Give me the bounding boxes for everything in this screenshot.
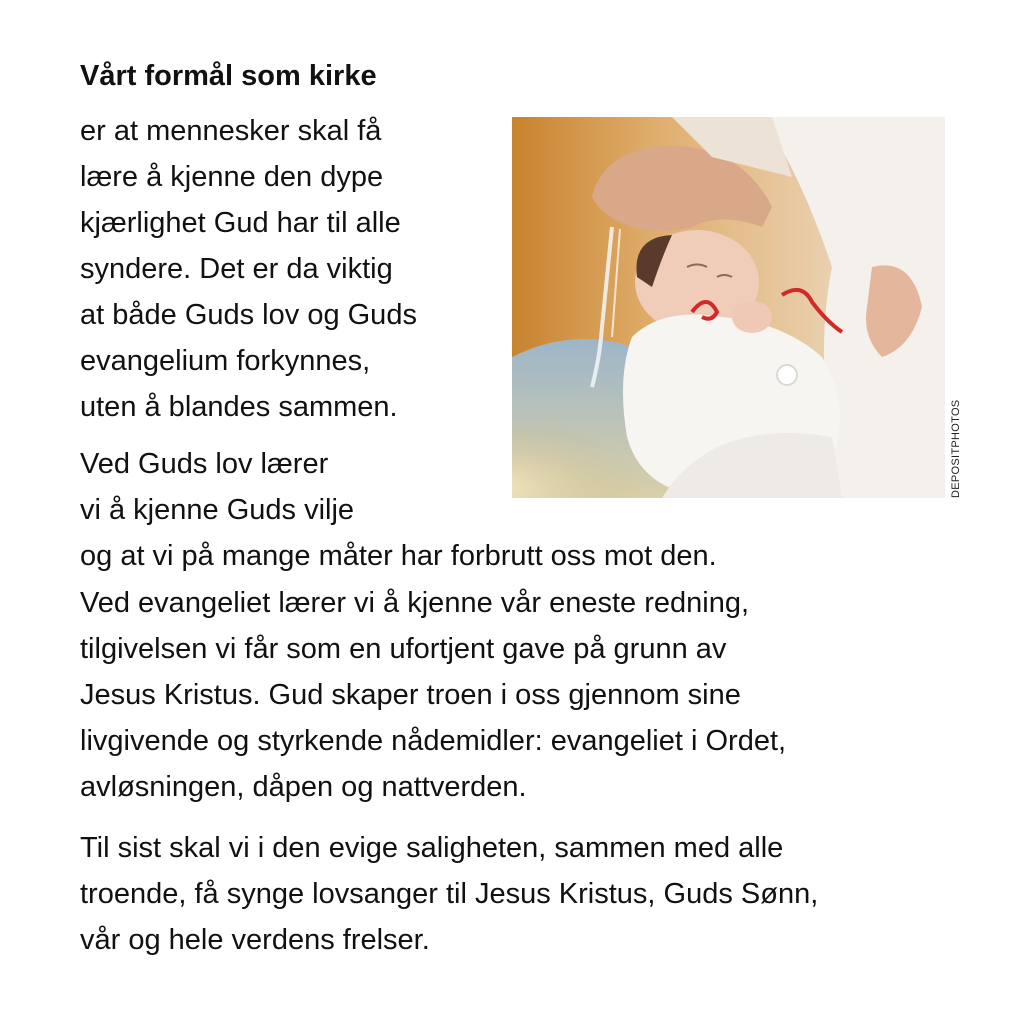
paragraph2-line: Jesus Kristus. Gud skaper troen i oss gjennom sine xyxy=(80,679,741,711)
paragraph3-line: troende, få synge lovsanger til Jesus Kristus, Guds Sønn, xyxy=(80,878,819,910)
paragraph2-line: og at vi på mange måter har forbrutt oss mot den. xyxy=(80,540,717,572)
paragraph2-line: vi å kjenne Guds vilje xyxy=(80,494,355,526)
paragraph1-line: evangelium forkynnes, xyxy=(80,345,371,377)
photo-credit: DEPOSITPHOTOS xyxy=(950,399,962,498)
paragraph1-line: uten å blandes sammen. xyxy=(80,391,398,423)
baptism-photo xyxy=(512,117,945,498)
paragraph3-line: vår og hele verdens frelser. xyxy=(80,924,430,956)
paragraph2-line: tilgivelsen vi får som en ufortjent gave på grunn av xyxy=(80,633,727,665)
paragraph2-line: Ved evangeliet lærer vi å kjenne vår eneste redning, xyxy=(80,587,750,619)
paragraph2-line: Ved Guds lov lærer xyxy=(80,448,329,480)
paragraph1-line: kjærlighet Gud har til alle xyxy=(80,207,401,239)
paragraph1-line: er at mennesker skal få xyxy=(80,115,382,147)
paragraph1-line: at både Guds lov og Guds xyxy=(80,299,417,331)
paragraph2-line: avløsningen, dåpen og nattverden. xyxy=(80,771,527,803)
paragraph2-line: livgivende og styrkende nådemidler: evangeliet i Ordet, xyxy=(80,725,787,757)
page-title: Vårt formål som kirke xyxy=(80,60,377,92)
paragraph3-line: Til sist skal vi i den evige saligheten, sammen med alle xyxy=(80,832,784,864)
paragraph1-line: syndere. Det er da viktig xyxy=(80,253,393,285)
paragraph1-line: lære å kjenne den dype xyxy=(80,161,384,193)
